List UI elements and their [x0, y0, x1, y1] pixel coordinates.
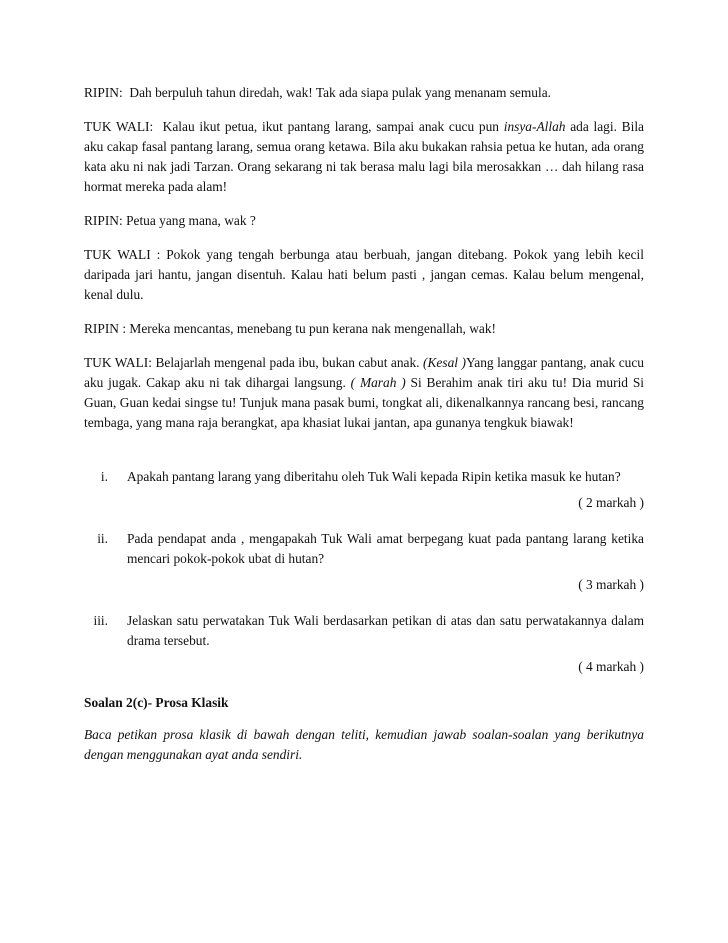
dialogue-line-2 — [84, 117, 644, 197]
question-number: ii. — [97, 531, 108, 546]
dialogue-text: Si Berahim anak tiri aku tu! Dia murid Si Guan, Guan kedai singse tu! Tunjuk mana pasak bumi, tongkat ali, dikenalkannya rancang besi, rancang tembaga, yang mana raja berangkat, apa khasiat lukai jantan, apa gunanya tengkuk biawak! — [84, 375, 644, 430]
dialogue-text: Yang langgar pantang, anak cucu aku jugak. Cakap aku ni tak dihargai langsung. — [84, 355, 644, 390]
speaker: RIPIN : — [84, 321, 127, 336]
question-list — [84, 467, 644, 677]
speaker: TUK WALI: — [84, 355, 152, 370]
question-number: iii. — [93, 613, 108, 628]
question-text: Pada pendapat anda , mengapakah Tuk Wali amat berpegang kuat pada pantang larang ketika mencari pokok-pokok ubat di hutan? — [127, 531, 644, 566]
dialogue-line-6 — [84, 353, 644, 433]
dialogue-line-4 — [84, 245, 644, 305]
speaker: TUK WALI: — [84, 119, 154, 134]
section-title: Soalan 2(c)- Prosa Klasik — [84, 695, 229, 710]
question-item — [84, 529, 644, 569]
dialogue-line-3 — [84, 211, 644, 231]
question-text: Apakah pantang larang yang diberitahu oleh Tuk Wali kepada Ripin ketika masuk ke hutan? — [127, 469, 621, 484]
document-page — [84, 83, 644, 765]
question-marks: ( 2 markah ) — [578, 495, 644, 510]
speaker: TUK WALI : — [84, 247, 161, 262]
speaker: RIPIN: — [84, 85, 123, 100]
dialogue-text: Petua yang mana, wak ? — [126, 213, 256, 228]
stage-direction: ( Marah ) — [350, 375, 406, 390]
speaker: RIPIN: — [84, 213, 123, 228]
dialogue-line-1 — [84, 83, 644, 103]
dialogue-text: ada lagi. Bila aku cakap fasal pantang larang, semua orang ketawa. Bila aku bukakan rahsia petua ke hutan, ada orang kata aku ni nak jadi Tarzan. Orang sekarang ni tak berasa malu lagi bila merosakkan … dah hilang rasa hormat mereka pada alam! — [84, 119, 644, 194]
dialogue-text: Pokok yang tengah berbunga atau berbuah, jangan ditebang. Pokok yang lebih kecil daripada jari hantu, jangan disentuh. Kalau hati belum pasti , jangan cemas. Kalau belum mengenal, kenal dulu. — [84, 247, 644, 302]
dialogue-text: Mereka mencantas, menebang tu pun kerana nak mengenallah, wak! — [129, 321, 497, 336]
dialogue-text: Kalau ikut petua, ikut pantang larang, sampai anak cucu pun — [162, 119, 499, 134]
question-text: Jelaskan satu perwatakan Tuk Wali berdasarkan petikan di atas dan satu perwatakannya dalam drama tersebut. — [127, 613, 644, 648]
question-item — [84, 467, 644, 487]
section-instruction: Baca petikan prosa klasik di bawah dengan teliti, kemudian jawab soalan-soalan yang berikutnya dengan menggunakan ayat anda sendiri. — [84, 727, 644, 762]
question-item — [84, 611, 644, 651]
stage-direction: (Kesal ) — [423, 355, 466, 370]
question-marks: ( 3 markah ) — [578, 577, 644, 592]
dialogue-text: Dah berpuluh tahun diredah, wak! Tak ada siapa pulak yang menanam semula. — [129, 85, 552, 100]
dialogue-text: Belajarlah mengenal pada ibu, bukan cabut anak. — [155, 355, 420, 370]
dialogue-line-5 — [84, 319, 644, 339]
question-marks: ( 4 markah ) — [578, 659, 644, 674]
italic-term: insya-Allah — [503, 119, 566, 134]
question-number: i. — [100, 469, 108, 484]
